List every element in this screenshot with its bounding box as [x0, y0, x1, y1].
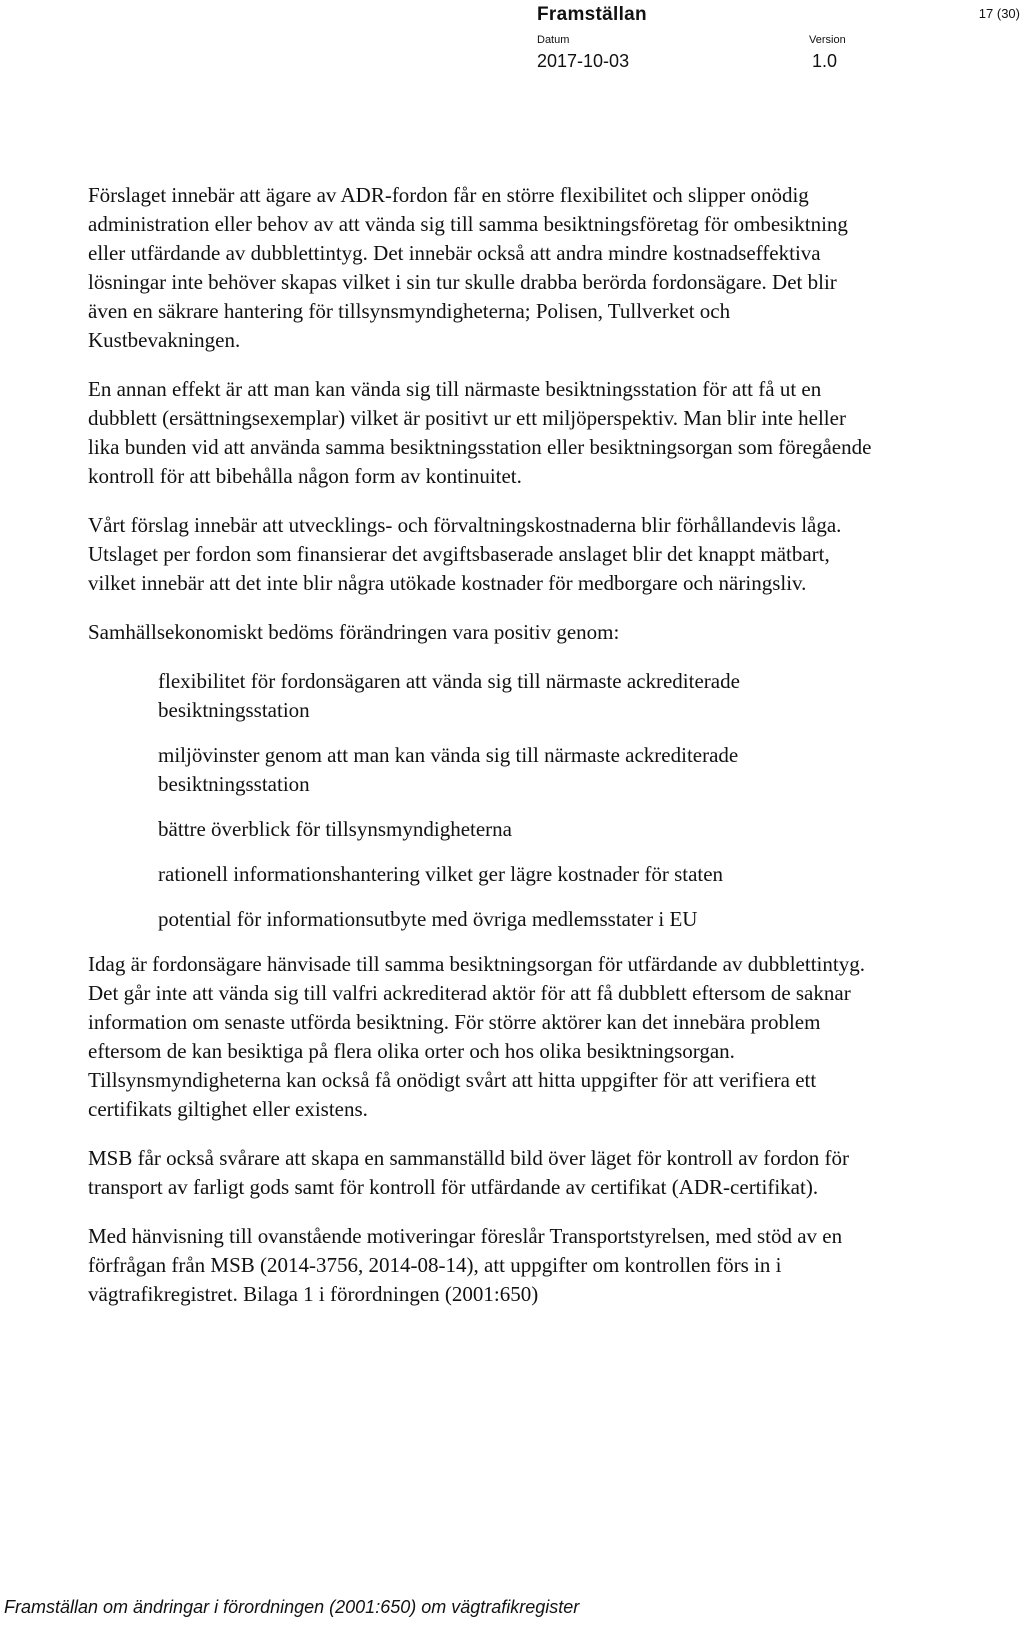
list-item: bättre överblick för tillsynsmyndigheterna [158, 817, 512, 841]
list-item: potential för informationsutbyte med övriga medlemsstater i EU [158, 907, 698, 931]
date-value: 2017-10-03 [537, 51, 630, 71]
date-label: Datum [537, 34, 570, 46]
footer-text: Framställan om ändringar i förordningen (2001:650) om vägtrafikregister [4, 1597, 580, 1617]
paragraph-conclusion: Med hänvisning till ovanstående motiveringar föreslår Transportstyrelsen, med stöd av en förfrågan från MSB (2014-3756, 2014-08-14), att uppgifter om kontrollen förs in i vägtrafikregistret. Bilaga 1 i förordningen (2001:650) [88, 1224, 843, 1306]
paragraph-other-effect: En annan effekt är att man kan vända sig till närmaste besiktningsstation för att få ut en dubblett (ersättningsexemplar) vilket är positivt ur ett miljöperspektiv. Man blir inte heller lika bunden vid att använda samma besiktningsstation eller besiktningsorgan som föregående kontroll för att bibehålla någon form av kontinuitet. [88, 377, 872, 488]
document-title: Framställan [537, 4, 647, 25]
list-item: miljövinster genom att man kan vända sig till närmaste ackrediterade besiktningsstation [158, 743, 739, 796]
body-text [88, 181, 878, 1329]
paragraph-msb: MSB får också svårare att skapa en sammanställd bild över läget för kontroll av fordon för transport av farligt gods samt för kontroll för utfärdande av certifikat (ADR-certifikat). [88, 1146, 850, 1199]
version-value: 1.0 [812, 51, 838, 71]
paragraph-current-situation: Idag är fordonsägare hänvisade till samma besiktningsorgan för utfärdande av dubblettintyg. Det går inte att vända sig till valfri ackrediterad aktör för att få dubblett eftersom de saknar information om senaste utförda besiktning. För större aktörer kan det innebära problem eftersom de kan besiktiga på flera olika orter och hos olika besiktningsorgan. Tillsynsmyndigheterna kan också få onödigt svårt att hitta uppgifter för att verifiera ett certifikats giltighet eller existens. [88, 952, 865, 1121]
page-number: 17 (30) [978, 6, 1020, 21]
paragraph-socioeconomic-intro: Samhällsekonomiskt bedöms förändringen vara positiv genom: [88, 620, 620, 644]
list-item: rationell informationshantering vilket ger lägre kostnader för staten [158, 862, 724, 886]
list-item: flexibilitet för fordonsägaren att vända sig till närmaste ackrediterade besiktningsstation [158, 669, 740, 722]
paragraph-proposal-benefits: Förslaget innebär att ägare av ADR-fordon får en större flexibilitet och slipper onödig administration eller behov av att vända sig till samma besiktningsföretag för ombesiktning eller utfärdande av dubblettintyg. Det innebär också att andra mindre kostnadseffektiva lösningar inte behöver skapas vilket i sin tur skulle drabba berörda fordonsägare. Det blir även en säkrare hantering för tillsynsmyndigheterna; Polisen, Tullverket och Kustbevakningen. [88, 183, 848, 352]
benefits-list [88, 667, 878, 934]
paragraph-costs: Vårt förslag innebär att utvecklings- och förvaltningskostnaderna blir förhållandevis låga. Utslaget per fordon som finansierar det avgiftsbaserade anslaget blir det knappt mätbart, vilket innebär att det inte blir några utökade kostnader för medborgare och näringsliv. [88, 513, 842, 595]
version-label: Version [809, 34, 846, 46]
